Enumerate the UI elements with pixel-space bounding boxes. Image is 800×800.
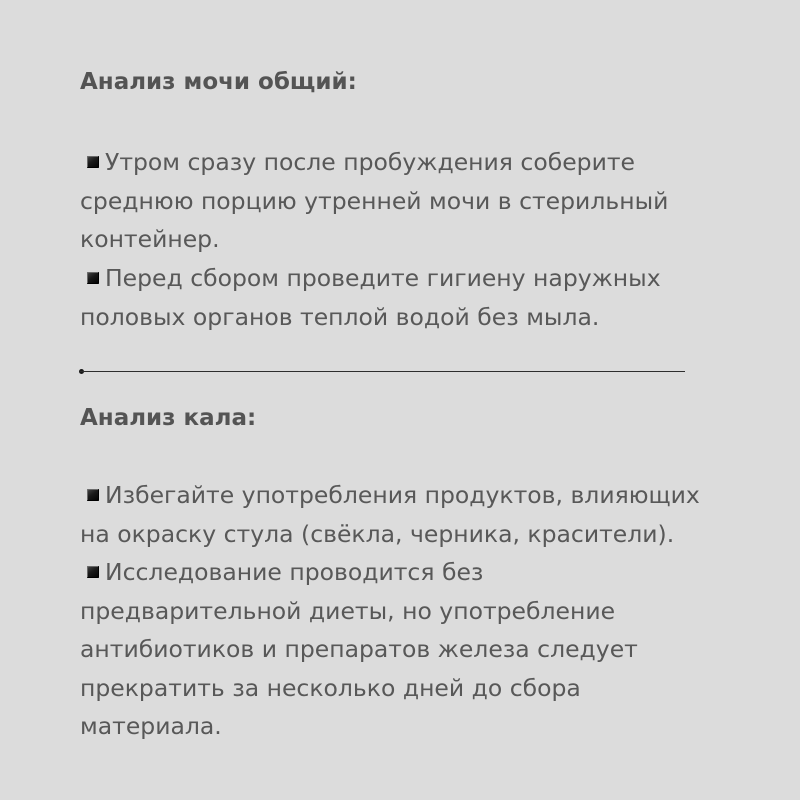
instruction-urine-2 bbox=[80, 259, 770, 336]
instruction-line: на окраску стула (свёкла, черника, красители). bbox=[80, 519, 675, 548]
black-small-square-icon bbox=[87, 156, 99, 168]
instruction-line: предварительной диеты, но употребление bbox=[80, 596, 616, 625]
instruction-line: среднюю порцию утренней мочи в стерильный bbox=[80, 186, 669, 215]
instruction-line: антибиотиков и препаратов железа следует bbox=[80, 635, 638, 663]
instruction-line: Исследование проводится без bbox=[105, 558, 484, 586]
black-small-square-icon bbox=[87, 489, 99, 501]
section-heading-urine: Анализ мочи общий: bbox=[80, 69, 357, 95]
section-divider bbox=[80, 371, 685, 372]
section-heading-stool: Анализ кала: bbox=[80, 405, 257, 431]
instruction-line: половых органов теплой водой без мыла. bbox=[80, 302, 600, 331]
instruction-line: Утром сразу после пробуждения соберите bbox=[105, 148, 635, 176]
instruction-stool-2 bbox=[80, 553, 770, 746]
black-small-square-icon bbox=[87, 566, 99, 578]
instruction-line: контейнер. bbox=[80, 225, 220, 253]
black-small-square-icon bbox=[87, 272, 99, 284]
instruction-line: Избегайте употребления продуктов, влияющих bbox=[105, 481, 700, 509]
instruction-stool-1 bbox=[80, 476, 770, 553]
instruction-line: прекратить за несколько дней до сбора bbox=[80, 673, 581, 702]
instruction-line: Перед сбором проведите гигиену наружных bbox=[105, 264, 661, 292]
instruction-line: материала. bbox=[80, 712, 222, 740]
instruction-urine-1 bbox=[80, 143, 770, 259]
